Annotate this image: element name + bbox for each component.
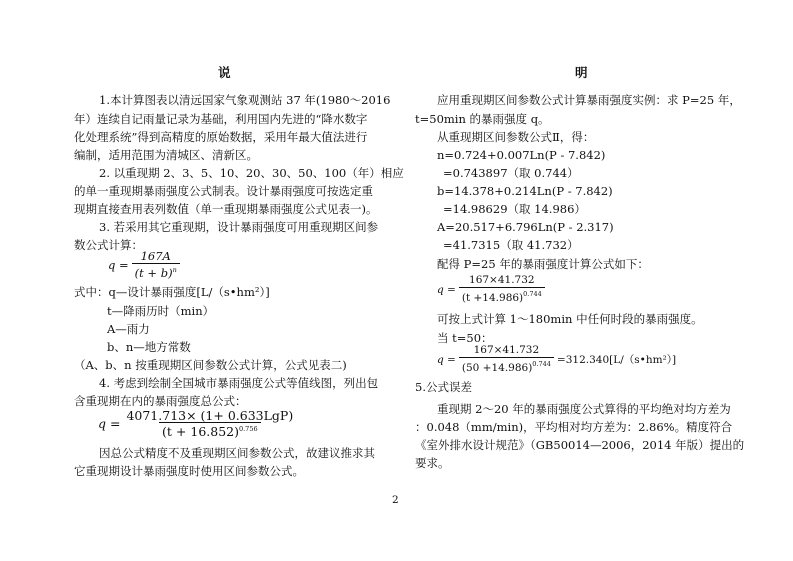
p2-line-3: 现期直接查用表列数值（单一重现期暴雨强度公式见表一)。 [74,202,378,216]
error-line-2: ：0.048（mm/min)，平均相对均方差为：2.86%。精度符合 [415,420,733,434]
error-title: 5.公式误差 [415,380,472,394]
calc-a-value: =41.7315（取 41.732） [443,238,579,252]
intro-line-3: 从重现期区间参数公式Ⅱ，得： [437,130,595,144]
p2-line-1: 2. 以重现期 2、3、5、10、20、30、50、100（年）相应 [99,166,404,180]
def-note: （A、b、n 按重现期区间参数公式计算，公式见表二) [74,358,347,372]
formula-interval: q = $\frac{167A}{(t + b)^n}$ [108,250,180,280]
heading-right: 明 [575,65,588,80]
any-time-note: 可按上式计算 1～180min 中任何时段的暴雨强度。 [437,312,703,326]
p5-line-1: 因总公式精度不及重现期区间参数公式，故建议推求其 [99,446,375,460]
def-a: A—雨力 [107,322,150,336]
formula-p25: q = $\frac{167\times 41.732}{(t +14.986)^{0.744}}$ [437,274,545,305]
error-line-1: 重现期 2～20 年的暴雨强度公式算得的平均绝对均方差为 [437,402,731,416]
p1-line-4: 编制，适用范围为清城区、清新区。 [74,148,258,162]
def-t: t—降雨历时（min） [107,304,215,318]
p2-line-2: 的单一重现期暴雨强度公式制表。设计暴雨强度可按选定重 [74,184,373,198]
calc-b: b=14.378+0.214Ln(P - 7.842) [437,184,613,198]
def-bn: b、n—地方常数 [107,340,191,354]
calc-b-value: =14.98629（取 14.986） [443,202,586,216]
heading-left: 说 [218,65,231,80]
p4-line-1: 4. 考虑到绘制全国城市暴雨强度公式等值线图，列出包 [99,376,379,390]
p1-line-2: 年）连续自记雨量记录为基础，利用国内先进的“降水数字 [74,112,368,126]
def-q: 式中：q—设计暴雨强度[L/（s•hm²）] [74,285,270,299]
formula-total: q = $\frac{\text{4071.713× (1+ 0.633LgP)}}{(t + 16.852)^{0.756}}$ [98,408,294,439]
p3-line-2: 数公式计算： [74,238,143,252]
error-line-4: 要求。 [415,456,450,470]
page-number: 2 [392,494,399,506]
intro-line-1: 应用重现期区间参数公式计算暴雨强度实例：求 P=25 年， [437,93,741,107]
p3-line-1: 3. 若采用其它重现期，设计暴雨强度可用重现期区间参 [99,220,379,234]
p5-line-2: 它重现期设计暴雨强度时使用区间参数公式。 [74,464,304,478]
calc-a: A=20.517+6.796Ln(P - 2.317) [437,220,614,234]
error-line-3: 《室外排水设计规范》（GB50014—2006，2014 年版）提出的 [415,438,745,452]
calc-n-value: =0.743897（取 0.744） [443,166,579,180]
formula-t50: q = $\frac{167\times 41.732}{(50 +14.986)^{0.744}}$ =312.340[L/（s•hm²）] [437,344,677,374]
when-t50: 当 t=50： [437,331,493,345]
p4-line-2: 含重现期在内的暴雨强度总公式： [74,394,247,408]
calc-p25-intro: 配得 P=25 年的暴雨强度计算公式如下： [437,257,649,271]
p1-line-3: 化处理系统”得到高精度的原始数据，采用年最大值法进行 [74,130,368,144]
p1-line-1: 1.本计算图表以清远国家气象观测站 37 年(1980～2016 [99,93,391,107]
intro-line-2: t=50min 的暴雨强度 q。 [415,112,550,126]
calc-n: n=0.724+0.007Ln(P - 7.842) [437,148,606,162]
